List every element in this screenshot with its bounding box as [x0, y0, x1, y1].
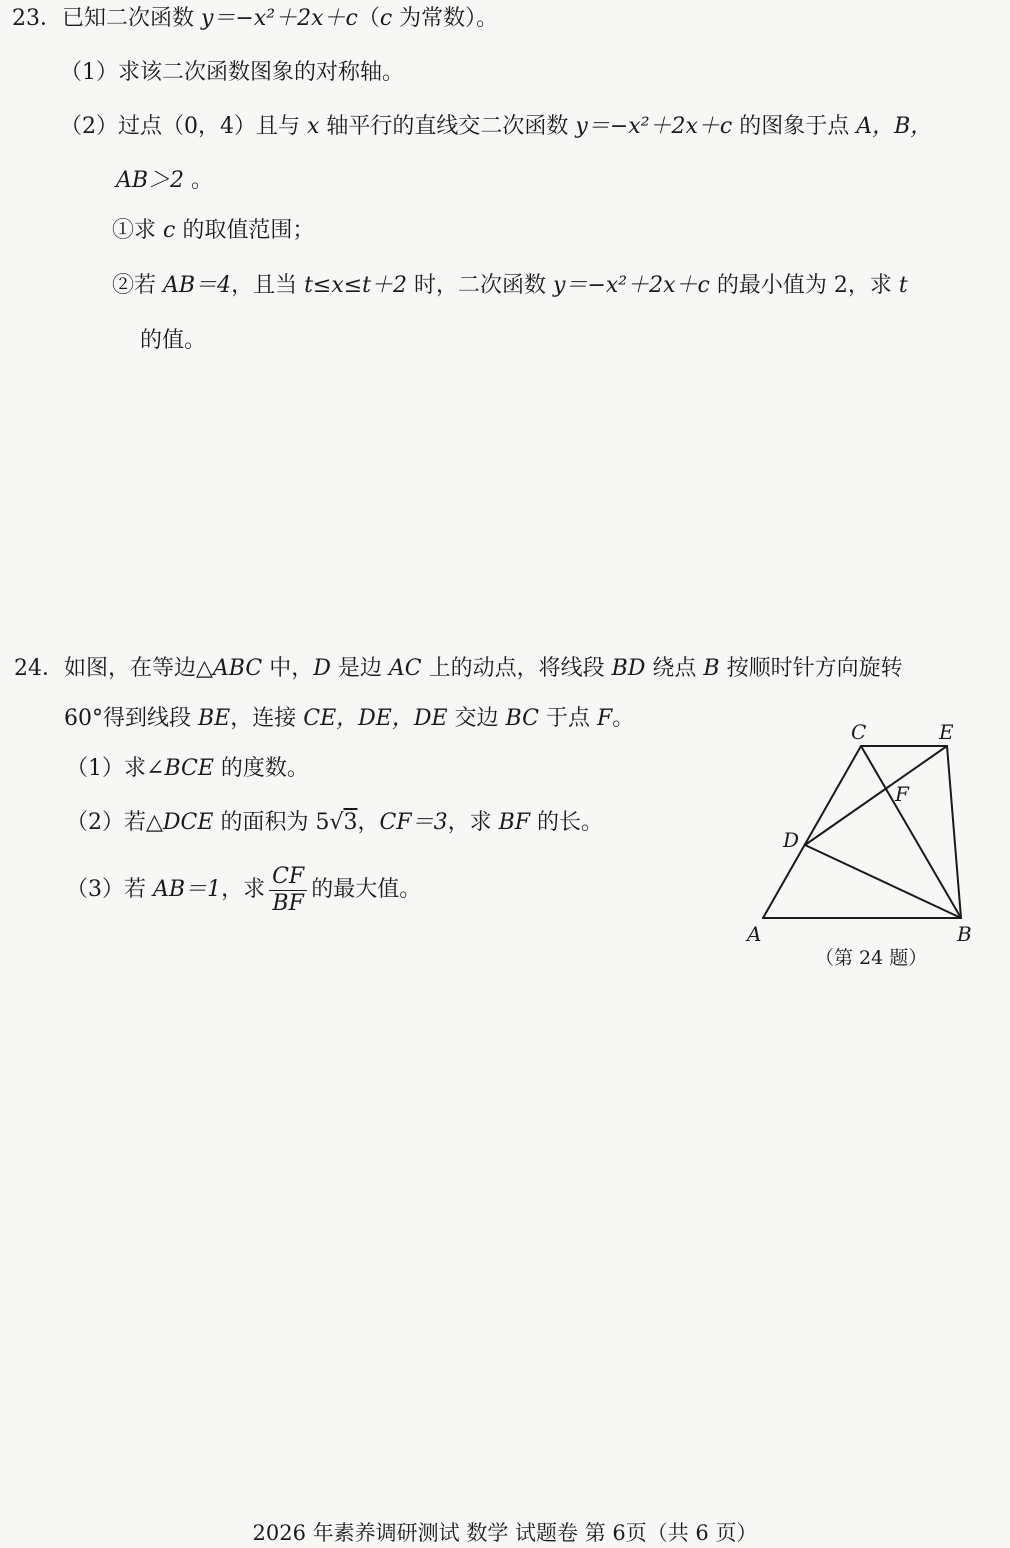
segment-BE — [947, 746, 961, 918]
q24-stem: 24．如图，在等边△ABC 中，D 是边 AC 上的动点，将线段 BD 绕点 B 按顺时针方向旋转 — [14, 656, 903, 681]
label-B: B — [957, 922, 972, 946]
q23-stem: 23．已知二次函数 y＝−x²＋2x＋c（c 为常数）。 — [12, 6, 499, 31]
segment-DE — [805, 746, 947, 845]
q24-part3: （3）若 AB＝1，求 $\frac{CF}{BF}$ 的最大值。 — [66, 863, 422, 916]
q24-part1: （1）求∠BCE 的度数。 — [66, 756, 309, 781]
q23-part2-cont: AB＞2 。 — [116, 168, 214, 193]
segment-BD — [805, 845, 961, 918]
page-footer: 2026 年素养调研测试 数学 试题卷 第 6页（共 6 页） — [252, 1521, 758, 1545]
q23-part2: （2）过点（0，4）且与 x 轴平行的直线交二次函数 y＝−x²＋2x＋c 的图象于点 A，B， — [60, 114, 933, 139]
cf-over-bf-fraction: $\frac{CF}{BF}$ — [269, 864, 307, 917]
q24-part2: （2）若△DCE 的面积为 5√3，CF＝3，求 BF 的长。 — [66, 810, 604, 835]
segment-AC — [763, 746, 861, 918]
q23-sub2: ②若 AB＝4，且当 t≤x≤t＋2 时，二次函数 y＝−x²＋2x＋c 的最小值为 2，求 t — [112, 273, 908, 298]
label-C: C — [851, 720, 867, 744]
label-E: E — [939, 720, 954, 744]
q23-part1: （1）求该二次函数图象的对称轴。 — [60, 60, 404, 85]
label-A: A — [747, 922, 762, 946]
q23-sub1: ①求 c 的取值范围； — [112, 218, 315, 243]
label-D: D — [783, 828, 800, 852]
q24-stem-cont: 60°得到线段 BE，连接 CE，DE，DE 交边 BC 于点 F。 — [64, 706, 635, 731]
q23-sub2-cont: 的值。 — [140, 328, 207, 353]
q24-figure — [745, 715, 985, 975]
figure-caption: （第 24 题） — [815, 947, 928, 969]
label-F: F — [895, 782, 909, 806]
q23-function: y＝−x²＋2x＋c — [201, 6, 358, 31]
